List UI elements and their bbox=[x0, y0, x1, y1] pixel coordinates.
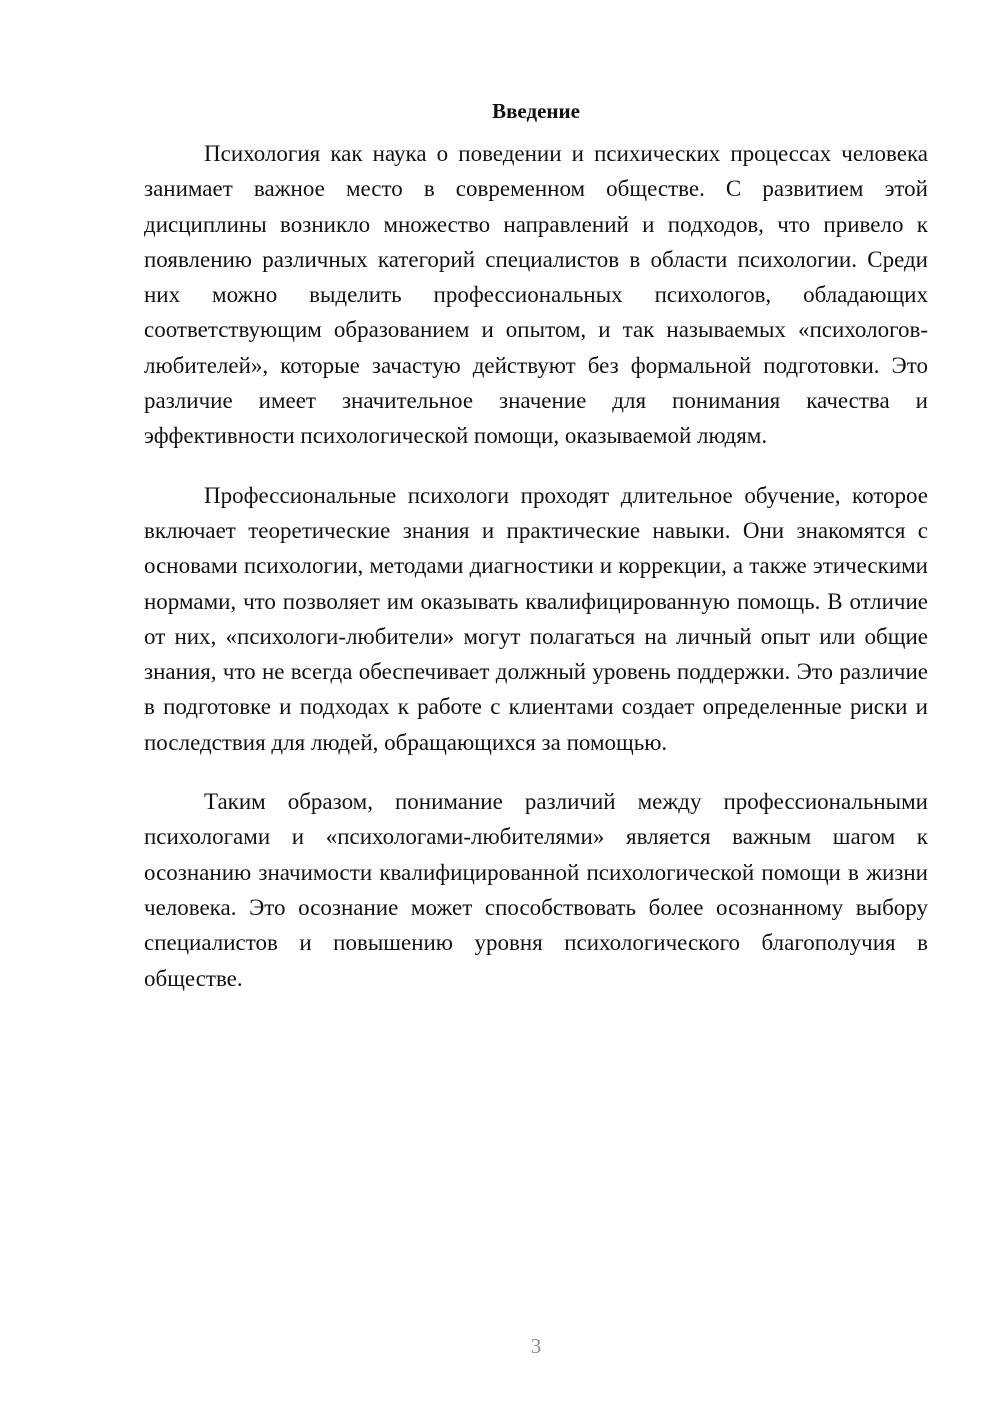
paragraph-2: Профессиональные психологи проходят длительное обучение, которое включает теоретические знания и практические навыки. Они знакомятся с основами психологии, методами диагностики и коррекции, а также этическими нормами, что позволяет им оказывать квалифицированную помощь. В отличие от них, «психологи-любители» могут полагаться на личный опыт или общие знания, что не всегда обеспечивает должный уровень поддержки. Это различие в подготовке и подходах к работе с клиентами создает определенные риски и последствия для людей, обращающихся за помощью. bbox=[144, 482, 928, 755]
paragraph-1: Психология как наука о поведении и психических процессах человека занимает важное место в современном обществе. С развитием этой дисциплины возникло множество направлений и подходов, что привело к появлению различных категорий специалистов в области психологии. Среди них можно выделить профессиональных психологов, обладающих соответствующим образованием и опытом, и так называемых «психологов-любителей», которые зачастую действуют без формальной подготовки. Это различие имеет значительное значение для понимания качества и эффективности психологической помощи, оказываемой людям. bbox=[144, 141, 928, 449]
page-content bbox=[144, 96, 928, 1020]
section-title: Введение bbox=[492, 99, 580, 123]
paragraph-3: Таким образом, понимание различий между профессиональными психологами и «психологами-любителями» является важным шагом к осознанию значимости квалифицированной психологической помощи в жизни человека. Это осознание может способствовать более осознанному выбору специалистов и повышению уровня психологического благополучия в обществе. bbox=[144, 789, 928, 991]
page-number: 3 bbox=[530, 1334, 542, 1358]
